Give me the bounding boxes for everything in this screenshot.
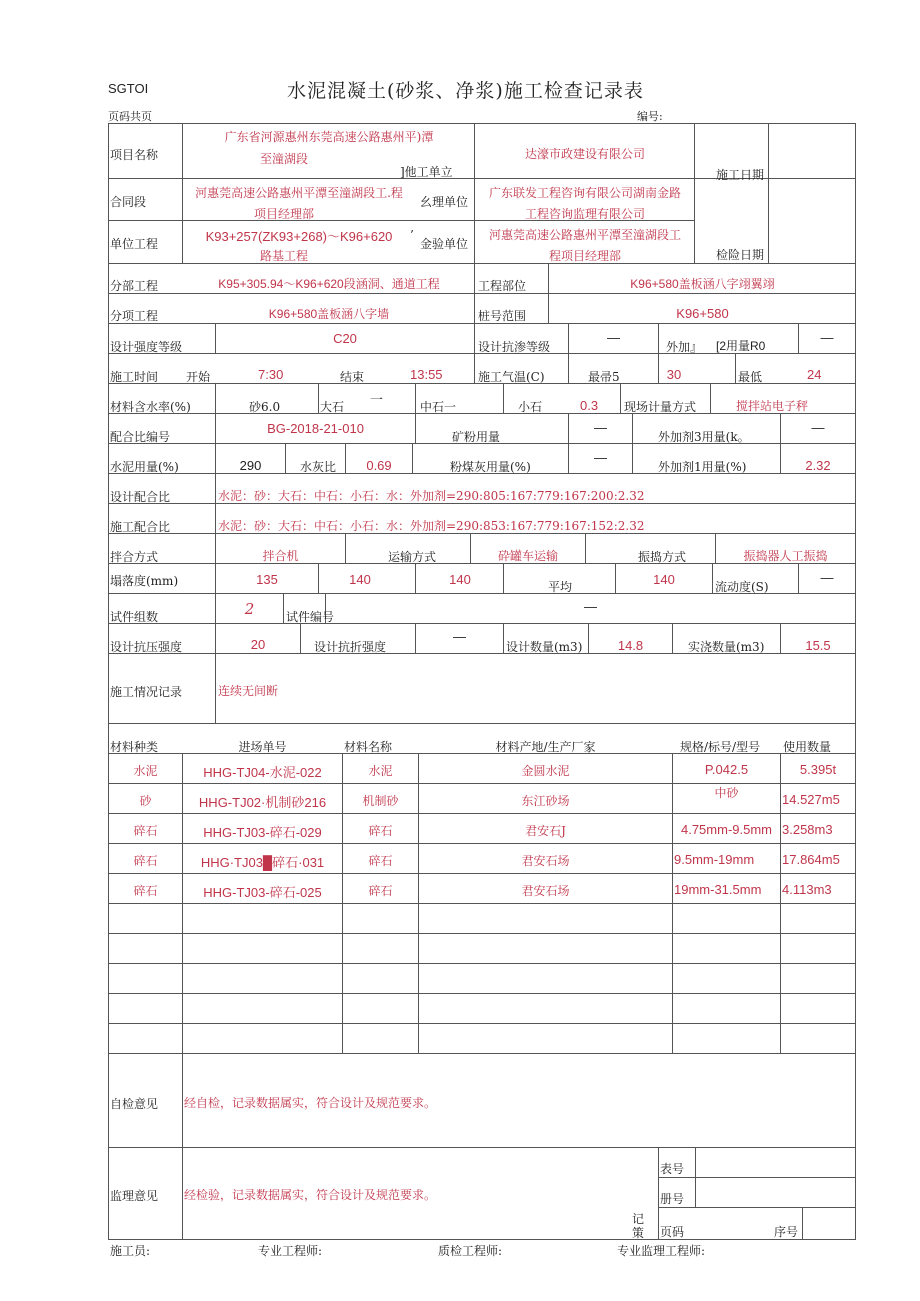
design-flexural-label: 设计抗折强度 <box>314 640 387 654</box>
design-mix-label: 设计配合比 <box>110 490 171 504</box>
slump-value-1: 135 <box>256 572 278 587</box>
table-row-cell: P.042.5 <box>704 762 749 777</box>
max-temp-value: 30 <box>666 367 682 382</box>
slump-value-3: 140 <box>449 572 471 587</box>
constructor-value: 达濠市政建设有限公司 <box>524 147 645 161</box>
mixing-method-label: 拌合方式 <box>110 550 159 564</box>
actual-quantity-label: 实浇数量(m3) <box>688 640 765 654</box>
qc-engineer-signature: 质检工程师: <box>438 1244 503 1258</box>
actual-quantity-value: 15.5 <box>805 638 831 653</box>
fly-ash-dosage-value: — <box>594 450 607 465</box>
contract-line1: 河惠莞高速公路惠州平潭至潼湖段工.程 <box>195 186 403 200</box>
table-row-cell: 机制砂 <box>362 794 399 808</box>
sequence-number-label: 序号 <box>774 1225 799 1239</box>
usage-header: 使用数量 <box>783 740 832 754</box>
entry-number-header: 进场单号 <box>238 740 287 754</box>
table-row-cell: 水泥 <box>368 764 393 778</box>
item-project-value: K96+580盖板涵八字墙 <box>268 307 390 321</box>
constructor-label: ]他工单立 <box>400 165 453 179</box>
transport-method-label: 运输方式 <box>388 550 437 564</box>
start-value: 7:30 <box>258 367 284 382</box>
min-temp-label: 最低 <box>738 370 763 384</box>
page-number-label: 页码 <box>660 1225 685 1239</box>
air-temp-label: 施工气温(C) <box>478 370 545 384</box>
water-cement-ratio-label: 水灰比 <box>300 460 337 474</box>
sub-project-value: K95+305.94～K96+620段涵洞、通道工程 <box>218 277 440 291</box>
impermeable-grade-value: — <box>607 330 620 345</box>
inspector-label: 金验单位 <box>420 237 469 251</box>
construction-record-label: 施工情况记录 <box>110 685 183 699</box>
table-row-cell: 17.864m5 <box>782 852 840 867</box>
engineer-signature: 专业工程师: <box>258 1244 323 1258</box>
metering-method-label: 现场计量方式 <box>624 400 697 414</box>
slump-value-2: 140 <box>349 572 371 587</box>
record-label-2: 策 <box>632 1226 645 1240</box>
slag-dosage-value: — <box>594 420 607 435</box>
inspector-line1: 河惠莞高速公路惠州平潭至潼湖段工 <box>488 228 681 242</box>
table-row-cell: HHG-TJ02·机制砂216 <box>198 795 327 810</box>
big-stone-label: 大石 <box>320 400 345 414</box>
table-row-cell: 碎石 <box>133 854 158 868</box>
fly-ash-dosage-label: 粉煤灰用量(%) <box>450 460 531 474</box>
cement-dosage-label: 水泥用量(%) <box>110 460 179 474</box>
big-stone-value: 一 <box>370 392 384 407</box>
project-name-line2: 至潼湖段 <box>259 152 308 166</box>
table-row-cell: 9.5mm-19mm <box>674 852 755 867</box>
unit-project-line2: 路基工程 <box>259 249 308 263</box>
sub-project-label: 分部工程 <box>110 279 159 293</box>
table-row-cell: HHG-TJ04-水泥-022 <box>203 765 322 780</box>
end-label: 结束 <box>340 370 365 384</box>
table-row-cell: HHG-TJ03-碎石-029 <box>203 825 322 840</box>
design-quantity-label: 设计数量(m3) <box>506 640 583 654</box>
design-flexural-value: — <box>453 629 466 644</box>
small-stone-label: 小石 <box>518 400 543 414</box>
flow-value: — <box>820 570 834 585</box>
table-row-cell: 碎石 <box>368 824 393 838</box>
table-row-cell: 君安石场 <box>521 884 570 898</box>
contract-label: 合同段 <box>110 195 147 209</box>
table-row-cell: 砂 <box>139 794 152 808</box>
table-row-cell: 4.75mm-9.5mm <box>680 822 773 837</box>
inspection-date-label: 检险日期 <box>716 248 765 262</box>
table-row-cell: 东江砂场 <box>521 794 570 808</box>
mixing-method-value: 拌合机 <box>262 549 299 563</box>
table-row-cell: 14.527m5 <box>782 792 840 807</box>
impermeable-grade-label: 设计抗渗等级 <box>478 340 551 354</box>
end-value: 13:55 <box>410 367 443 382</box>
start-label: 开始 <box>186 370 211 384</box>
supervising-engineer-signature: 专业监理工程师: <box>617 1244 706 1258</box>
table-row-cell: HHG-TJ03-碎石-025 <box>203 885 322 900</box>
table-number-label: 表号 <box>660 1162 685 1176</box>
project-name-line1: 广东省河源惠州东莞高速公路惠州平)潭 <box>224 130 434 144</box>
construction-time-label: 施工时间 <box>110 370 159 384</box>
table-row-cell: 5.395t <box>799 762 837 777</box>
stake-range-value: K96+580 <box>676 306 729 321</box>
sand-moisture-value: 砂6.0 <box>249 400 281 414</box>
supervisor-line1: 广东联发工程咨询有限公司湖南金路 <box>488 186 681 200</box>
water-cement-ratio-value: 0.69 <box>366 458 392 473</box>
specimen-number-value: — <box>584 599 597 614</box>
table-row-cell: 碎石 <box>133 824 158 838</box>
supervision-value: 经检验，记录数据属实，符合设计及规范要求。 <box>184 1188 437 1202</box>
specimen-groups-label: 试件组数 <box>110 610 159 624</box>
self-check-label: 自检意见 <box>110 1097 159 1111</box>
construction-record-value: 连续无间断 <box>218 684 279 698</box>
slag-dosage-label: 矿粉用量 <box>452 430 501 444</box>
mix-number-value: BG-2018-21-010 <box>267 421 364 436</box>
table-row-cell: 4.113m3 <box>782 882 832 897</box>
vibrating-method-value: 振捣器人工振捣 <box>743 549 828 563</box>
additive3-dosage-label: 外加剂3用量(k。 <box>658 430 750 444</box>
table-row-cell: HHG·TJ03█碎石·031 <box>200 855 325 870</box>
supervisor-line2: 工程咨询监理有限公司 <box>524 207 645 221</box>
spec-header: 规格/标号/型号 <box>680 740 761 754</box>
construction-date-label: 施工日期 <box>716 168 765 182</box>
work-mix-value: 水泥：砂：大石：中石：小石：水：外加剂=290:853:167:779:167:152:2.32 <box>218 519 645 533</box>
transport-method-value: 砕罐车运输 <box>497 549 558 563</box>
moisture-label: 材料含水率(%) <box>110 400 191 414</box>
form-code: SGTOI <box>108 81 149 96</box>
design-quantity-value: 14.8 <box>617 638 644 653</box>
constructor-signature: 施工员: <box>110 1244 151 1258</box>
additive1-dosage-value: 2.32 <box>805 458 831 473</box>
origin-header: 材料产地/生产厂家 <box>495 740 596 754</box>
record-label-1: 记 <box>632 1212 645 1226</box>
table-row-cell: 19mm-31.5mm <box>674 882 762 897</box>
serial-number-label: 编号: <box>637 110 663 123</box>
vibrating-method-label: 振捣方式 <box>638 550 687 564</box>
flow-label: 流动度(S) <box>715 580 769 594</box>
table-row-cell: 3.258m3 <box>782 822 833 837</box>
design-compressive-label: 设计抗压强度 <box>110 640 183 654</box>
additive-dosage-label: [2用量R0 <box>716 339 766 353</box>
additive-label: 外加』 <box>666 340 703 354</box>
page-count-label: 页码共页 <box>108 110 152 123</box>
mix-number-label: 配合比编号 <box>110 430 171 444</box>
self-check-value: 经自检，记录数据属实，符合设计及规范要求。 <box>184 1096 437 1110</box>
table-row-cell: 君安石J <box>525 824 566 838</box>
project-part-value: K96+580盖板涵八字翊翼翊 <box>630 277 775 291</box>
material-name-header: 材料名称 <box>344 740 393 754</box>
contract-line2: 项目经理部 <box>253 207 314 221</box>
design-compressive-value: 20 <box>250 637 266 652</box>
specimen-groups-value: 2 <box>244 600 255 618</box>
additive1-dosage-label: 外加剂1用量(%) <box>658 460 747 474</box>
table-row-cell: 碎石 <box>133 884 158 898</box>
design-mix-value: 水泥：砂：大石：中石：小石：水：外加剂=290:805:167:779:167:200:2.32 <box>218 489 645 503</box>
max-temp-label: 最帚5 <box>588 370 620 384</box>
supervisor-label: 幺理单位 <box>420 195 469 209</box>
unit-project-mark: ’ <box>410 228 414 242</box>
table-row-cell: 碎石 <box>368 884 393 898</box>
small-stone-value: 0.3 <box>580 398 599 413</box>
inspector-line2: 程项目经理部 <box>548 249 621 263</box>
slump-average-label: 平均 <box>548 580 573 594</box>
specimen-number-label: 试件编号 <box>286 610 335 624</box>
supervision-label: 监理意见 <box>110 1189 159 1203</box>
slump-label: 塌落度(mm) <box>110 574 179 588</box>
additive3-dosage-value: — <box>811 420 825 435</box>
additive-value: — <box>820 330 834 345</box>
table-row-cell: 金圆水泥 <box>521 764 570 778</box>
project-part-label: 工程部位 <box>478 279 527 293</box>
unit-project-label: 单位工程 <box>110 237 159 251</box>
work-mix-label: 施工配合比 <box>110 520 171 534</box>
slump-average-value: 140 <box>653 572 675 587</box>
mid-stone-label: 中石一 <box>420 400 457 414</box>
table-row-cell: 中砂 <box>714 786 739 800</box>
design-strength-value: C20 <box>333 331 357 346</box>
metering-method-value: 搅拌站电子秤 <box>736 399 809 413</box>
project-name-label: 项目名称 <box>110 148 159 162</box>
stake-range-label: 桩号范围 <box>478 309 527 323</box>
table-row-cell: 碎石 <box>368 854 393 868</box>
book-number-label: 册号 <box>660 1192 685 1206</box>
design-strength-label: 设计强度等级 <box>110 340 183 354</box>
item-project-label: 分项工程 <box>110 309 159 323</box>
unit-project-line1: K93+257(ZK93+268)～K96+620 <box>205 229 393 244</box>
page-title: 水泥混凝土(砂浆、净浆)施工检查记录表 <box>287 80 644 102</box>
material-type-header: 材料种类 <box>110 740 159 754</box>
min-temp-value: 24 <box>807 367 822 382</box>
table-row-cell: 君安石场 <box>521 854 570 868</box>
cement-dosage-value: 290 <box>239 458 262 473</box>
table-row-cell: 水泥 <box>133 764 158 778</box>
